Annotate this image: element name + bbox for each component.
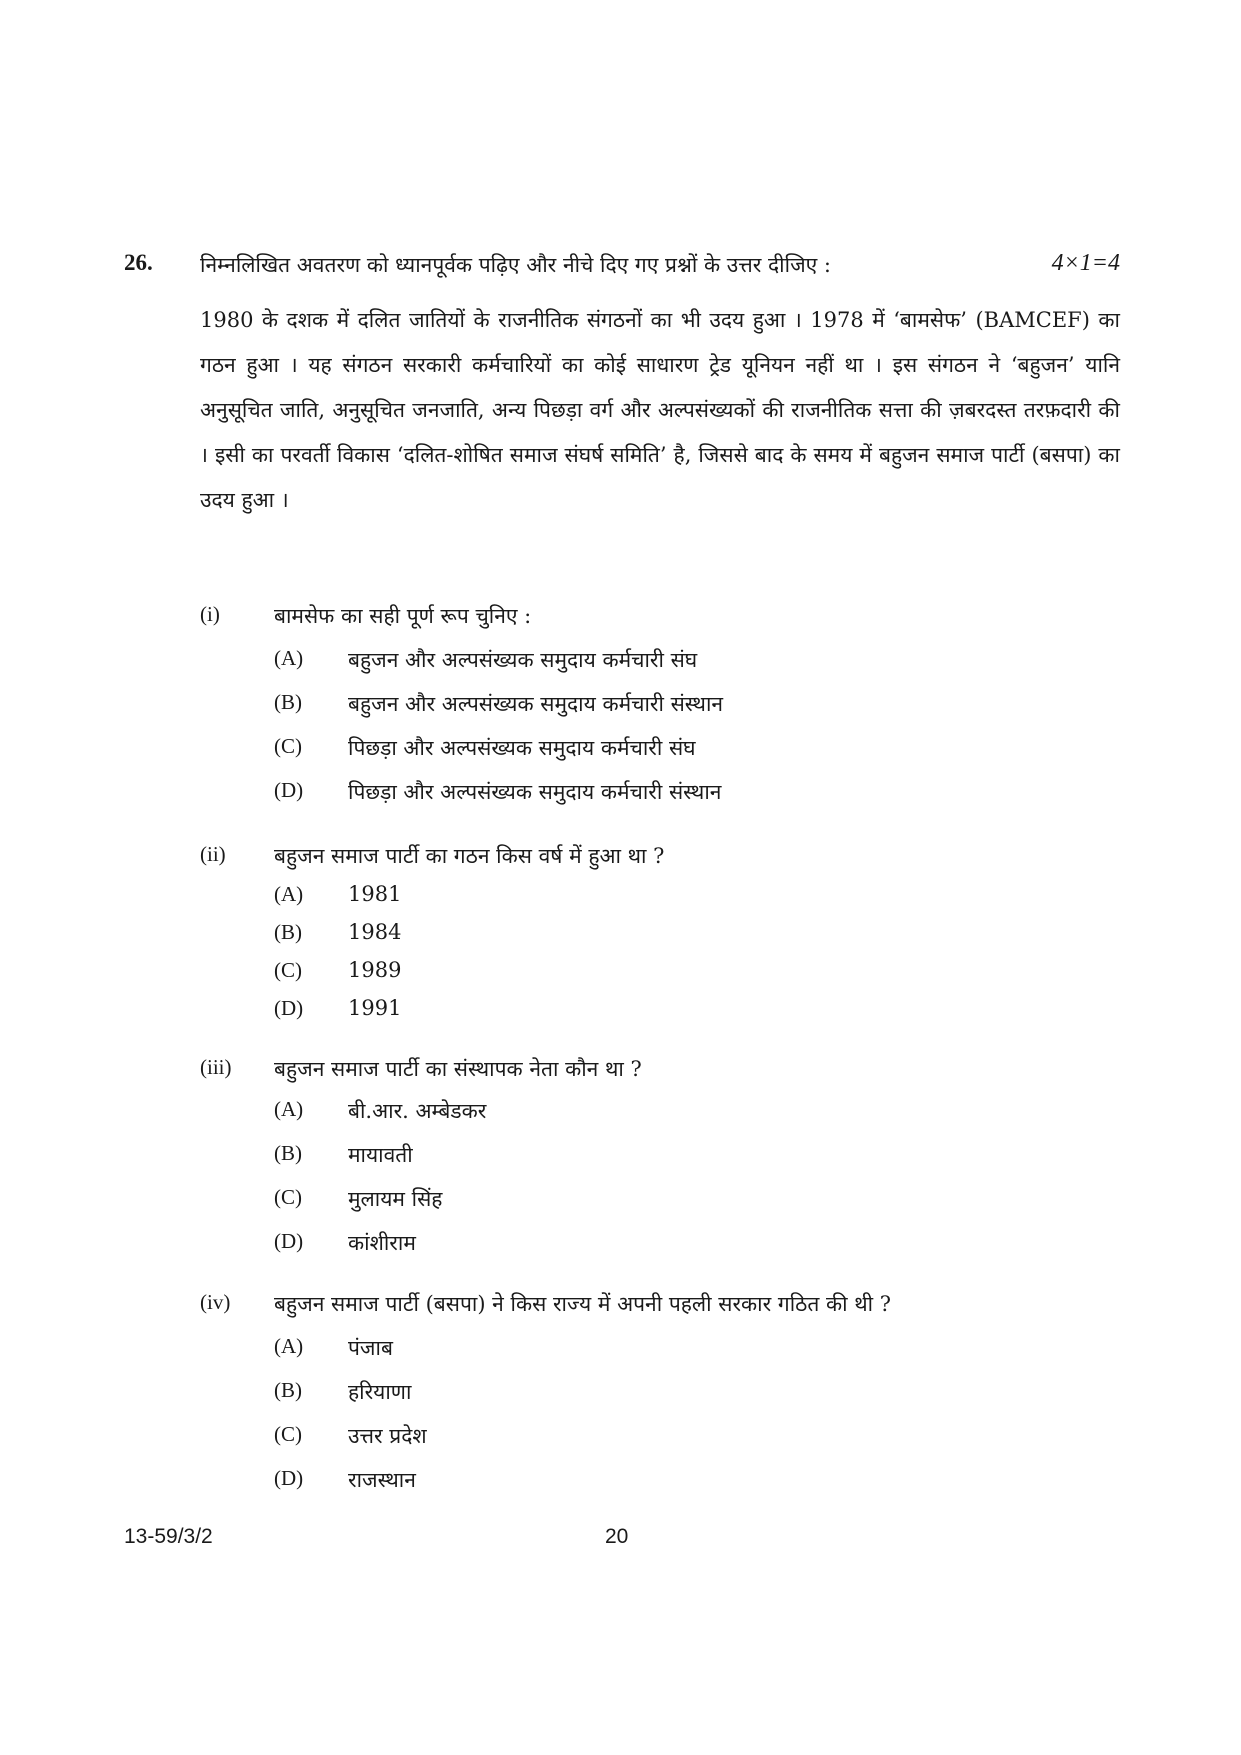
subquestion-text: बहुजन समाज पार्टी (बसपा) ने किस राज्य में अपनी पहली सरकार गठित की थी ? <box>274 1292 892 1316</box>
option-label: (A) <box>274 1097 304 1121</box>
option-label: (D) <box>274 778 304 802</box>
option-text: मायावती <box>348 1143 413 1167</box>
question-number: 26. <box>124 250 153 275</box>
option-label: (D) <box>274 1466 304 1490</box>
option-label: (B) <box>274 690 302 714</box>
paper-code: 13-59/3/2 <box>124 1525 213 1548</box>
page-number: 20 <box>605 1525 629 1548</box>
option-text: 1981 <box>348 882 402 906</box>
option-label: (C) <box>274 958 302 982</box>
option-label: (B) <box>274 1141 302 1165</box>
option-label: (C) <box>274 734 302 758</box>
subquestion-number: (iv) <box>200 1290 231 1314</box>
option-text: कांशीराम <box>348 1231 416 1255</box>
option-text: बहुजन और अल्पसंख्यक समुदाय कर्मचारी संघ <box>348 648 698 672</box>
option-text: बहुजन और अल्पसंख्यक समुदाय कर्मचारी संस्थान <box>348 692 724 716</box>
option-label: (A) <box>274 1334 304 1358</box>
option-label: (D) <box>274 996 304 1020</box>
option-text: 1989 <box>348 958 402 982</box>
passage-text: 1980 के दशक में दलित जातियों के राजनीतिक संगठनों का भी उदय हुआ । 1978 में ‘बामसेफ’ (BAMCEF) का गठन हुआ । यह संगठन सरकारी कर्मचारियों का कोई साधारण ट्रेड यूनियन नहीं था । इस संगठन ने ‘बहुजन’ यानि अनुसूचित जाति, अनुसूचित जनजाति, अन्य पिछड़ा वर्ग और अल्पसंख्यकों की राजनीतिक सत्ता की ज़बरदस्त तरफ़दारी की । इसी का परवर्ती विकास ‘दलित-शोषित समाज संघर्ष समिति’ है, जिससे बाद के समय में बहुजन समाज पार्टी (बसपा) का उदय हुआ । <box>200 308 1120 512</box>
option-text: पिछड़ा और अल्पसंख्यक समुदाय कर्मचारी संघ <box>348 736 696 760</box>
question-marks: 4×1=4 <box>1051 250 1120 276</box>
option-label: (D) <box>274 1229 304 1253</box>
option-label: (B) <box>274 920 302 944</box>
option-text: 1991 <box>348 996 402 1020</box>
option-label: (A) <box>274 882 304 906</box>
option-text: मुलायम सिंह <box>348 1187 443 1211</box>
option-label: (A) <box>274 646 304 670</box>
option-text: उत्तर प्रदेश <box>348 1424 427 1448</box>
subquestion-text: बहुजन समाज पार्टी का संस्थापक नेता कौन था ? <box>274 1057 642 1081</box>
option-label: (C) <box>274 1422 302 1446</box>
option-label: (C) <box>274 1185 302 1209</box>
option-label: (B) <box>274 1378 302 1402</box>
option-text: राजस्थान <box>348 1468 416 1492</box>
subquestion-number: (i) <box>200 602 220 626</box>
option-text: बी.आर. अम्बेडकर <box>348 1099 487 1123</box>
option-text: पिछड़ा और अल्पसंख्यक समुदाय कर्मचारी संस्थान <box>348 780 722 804</box>
subquestion-text: बहुजन समाज पार्टी का गठन किस वर्ष में हुआ था ? <box>274 844 665 868</box>
question-instruction: निम्नलिखित अवतरण को ध्यानपूर्वक पढ़िए और नीचे दिए गए प्रश्नों के उत्तर दीजिए : <box>200 253 832 277</box>
subquestion-number: (ii) <box>200 842 226 866</box>
subquestion-number: (iii) <box>200 1055 232 1079</box>
subquestion-text: बामसेफ का सही पूर्ण रूप चुनिए : <box>274 604 532 628</box>
option-text: पंजाब <box>348 1336 393 1360</box>
option-text: हरियाणा <box>348 1380 412 1404</box>
option-text: 1984 <box>348 920 402 944</box>
